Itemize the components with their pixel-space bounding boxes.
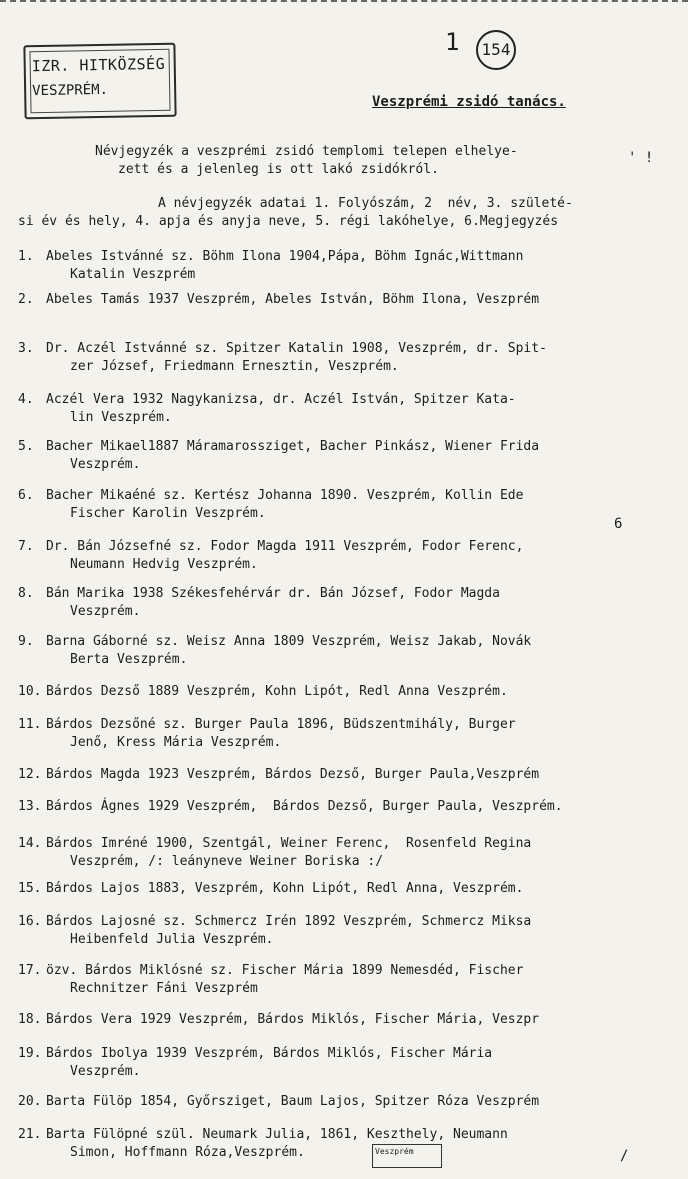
- entry-line-2: Heibenfeld Julia Veszprém.: [70, 932, 274, 947]
- entry-number: 9.: [18, 634, 34, 649]
- entry-number: 13.: [18, 799, 42, 814]
- entry-line-1: Bárdos Vera 1929 Veszprém, Bárdos Miklós, Fischer Mária, Veszpr: [46, 1012, 540, 1027]
- stamp-line-1: IZR. HITKÖZSÉG: [31, 54, 166, 76]
- entry-line-1: Barta Fülöp 1854, Győrsziget, Baum Lajos, Spitzer Róza Veszprém: [46, 1094, 540, 1109]
- margin-slash: /: [620, 1148, 629, 1164]
- entry-number: 12.: [18, 767, 42, 782]
- entry-line-2: Katalin Veszprém: [70, 267, 196, 282]
- list-item: [18, 798, 563, 816]
- entry-number: 8.: [18, 586, 34, 601]
- entry-number: 20.: [18, 1094, 42, 1109]
- entry-line-2: lin Veszprém.: [70, 410, 172, 425]
- entry-line-1: Bárdos Imréné 1900, Szentgál, Weiner Ferenc, Rosenfeld Regina: [46, 836, 532, 851]
- list-item: [18, 1011, 539, 1029]
- entry-number: 10.: [18, 684, 42, 699]
- intro-line-4: si év és hely, 4. apja és anyja neve, 5. régi lakóhelye, 6.Megjegyzés: [18, 214, 559, 229]
- entry-number: 18.: [18, 1012, 42, 1027]
- entry-number: 1.: [18, 249, 34, 264]
- list-item: [18, 1093, 539, 1111]
- entry-line-1: Barna Gáborné sz. Weisz Anna 1809 Veszprém, Weisz Jakab, Novák: [46, 634, 532, 649]
- entry-line-2: Veszprém, /: leányneve Weiner Boriska :/: [70, 854, 384, 869]
- entry-line-1: Barta Fülöpné szül. Neumark Julia, 1861, Keszthely, Neumann: [46, 1127, 508, 1142]
- entry-line-2: Veszprém.: [70, 457, 141, 472]
- entry-line-1: Bárdos Dezsőné sz. Burger Paula 1896, Büdszentmihály, Burger: [46, 717, 516, 732]
- intro-line-3: A névjegyzék adatai 1. Folyószám, 2 név, 3. születé-: [158, 196, 573, 211]
- list-item: [18, 1045, 492, 1081]
- entry-line-2: Rechnitzer Fáni Veszprém: [70, 981, 258, 996]
- margin-mark-2: 6: [614, 516, 623, 532]
- list-item: [18, 766, 539, 784]
- entry-line-1: Bárdos Lajos 1883, Veszprém, Kohn Lipót, Redl Anna, Veszprém.: [46, 881, 524, 896]
- entry-number: 2.: [18, 292, 34, 307]
- entry-line-2: Veszprém.: [70, 1064, 141, 1079]
- entry-line-1: Abeles Istvánné sz. Böhm Ilona 1904,Pápa, Böhm Ignác,Wittmann: [46, 249, 524, 264]
- entry-line-2: Simon, Hoffmann Róza,Veszprém.: [70, 1145, 305, 1160]
- list-item: [18, 340, 547, 376]
- entry-line-1: Bacher Mikaéné sz. Kertész Johanna 1890. Veszprém, Kollin Ede: [46, 488, 524, 503]
- entry-line-1: Bárdos Magda 1923 Veszprém, Bárdos Dezső, Burger Paula,Veszprém: [46, 767, 540, 782]
- intro-line-1: Névjegyzék a veszprémi zsidó templomi telepen elhelye-: [95, 144, 518, 159]
- entry-line-2: Jenő, Kress Mária Veszprém.: [70, 735, 282, 750]
- entry-number: 7.: [18, 539, 34, 554]
- list-item: [18, 880, 523, 898]
- entry-number: 3.: [18, 341, 34, 356]
- entry-number: 15.: [18, 881, 42, 896]
- intro-line-2: zett és a jelenleg is ott lakó zsidókról.: [118, 162, 439, 177]
- entry-line-2: Neumann Hedvig Veszprém.: [70, 557, 258, 572]
- list-item: [18, 248, 523, 284]
- entry-line-1: Bárdos Dezső 1889 Veszprém, Kohn Lipót, Redl Anna Veszprém.: [46, 684, 508, 699]
- entry-line-1: Bacher Mikael1887 Máramarossziget, Bacher Pinkász, Wiener Frida: [46, 439, 540, 454]
- entry-line-1: özv. Bárdos Miklósné sz. Fischer Mária 1899 Nemesdéd, Fischer: [46, 963, 524, 978]
- entry-line-1: Aczél Vera 1932 Nagykanizsa, dr. Aczél István, Spitzer Kata-: [46, 392, 516, 407]
- list-item: [18, 291, 539, 309]
- entry-line-1: Bárdos Lajosné sz. Schmercz Irén 1892 Veszprém, Schmercz Miksa: [46, 914, 532, 929]
- entry-number: 16.: [18, 914, 42, 929]
- entry-line-2: zer József, Friedmann Ernesztin, Veszprém.: [70, 359, 399, 374]
- list-item: [18, 538, 523, 574]
- entry-number: 11.: [18, 717, 42, 732]
- list-item: [18, 633, 531, 669]
- document-heading: Veszprémi zsidó tanács.: [372, 94, 566, 110]
- community-stamp: [23, 43, 176, 120]
- page-number-circled: 154: [476, 30, 516, 70]
- entry-number: 19.: [18, 1046, 42, 1061]
- list-item: [18, 962, 523, 998]
- list-item: [18, 391, 516, 427]
- list-item: [18, 585, 500, 621]
- entry-number: 4.: [18, 392, 34, 407]
- entry-line-1: Dr. Aczél Istvánné sz. Spitzer Katalin 1908, Veszprém, dr. Spit-: [46, 341, 547, 356]
- list-item: [18, 716, 516, 752]
- entry-number: 6.: [18, 488, 34, 503]
- list-item: [18, 835, 531, 871]
- entry-line-2: Berta Veszprém.: [70, 652, 188, 667]
- list-item: [18, 683, 508, 701]
- entry-line-1: Bán Marika 1938 Székesfehérvár dr. Bán József, Fodor Magda: [46, 586, 500, 601]
- entry-line-2: Veszprém.: [70, 604, 141, 619]
- entry-number: 17.: [18, 963, 42, 978]
- entry-line-1: Dr. Bán Józsefné sz. Fodor Magda 1911 Veszprém, Fodor Ferenc,: [46, 539, 524, 554]
- entry-number: 14.: [18, 836, 42, 851]
- list-item: [18, 487, 523, 523]
- entry-number: 21.: [18, 1127, 42, 1142]
- top-edge: [0, 0, 688, 5]
- entry-number: 5.: [18, 439, 34, 454]
- margin-mark: ' !: [628, 150, 654, 166]
- list-item: [18, 913, 531, 949]
- list-item: [18, 438, 539, 474]
- stamp-line-2: VESZPRÉM.: [32, 81, 109, 100]
- small-stamp: Veszprém: [372, 1144, 442, 1168]
- page-number: 1: [445, 28, 460, 56]
- entry-line-1: Bárdos Ibolya 1939 Veszprém, Bárdos Miklós, Fischer Mária: [46, 1046, 493, 1061]
- entry-line-1: Bárdos Ágnes 1929 Veszprém, Bárdos Dezső, Burger Paula, Veszprém.: [46, 799, 563, 814]
- entry-line-1: Abeles Tamás 1937 Veszprém, Abeles István, Böhm Ilona, Veszprém: [46, 292, 540, 307]
- entry-line-2: Fischer Karolin Veszprém.: [70, 506, 266, 521]
